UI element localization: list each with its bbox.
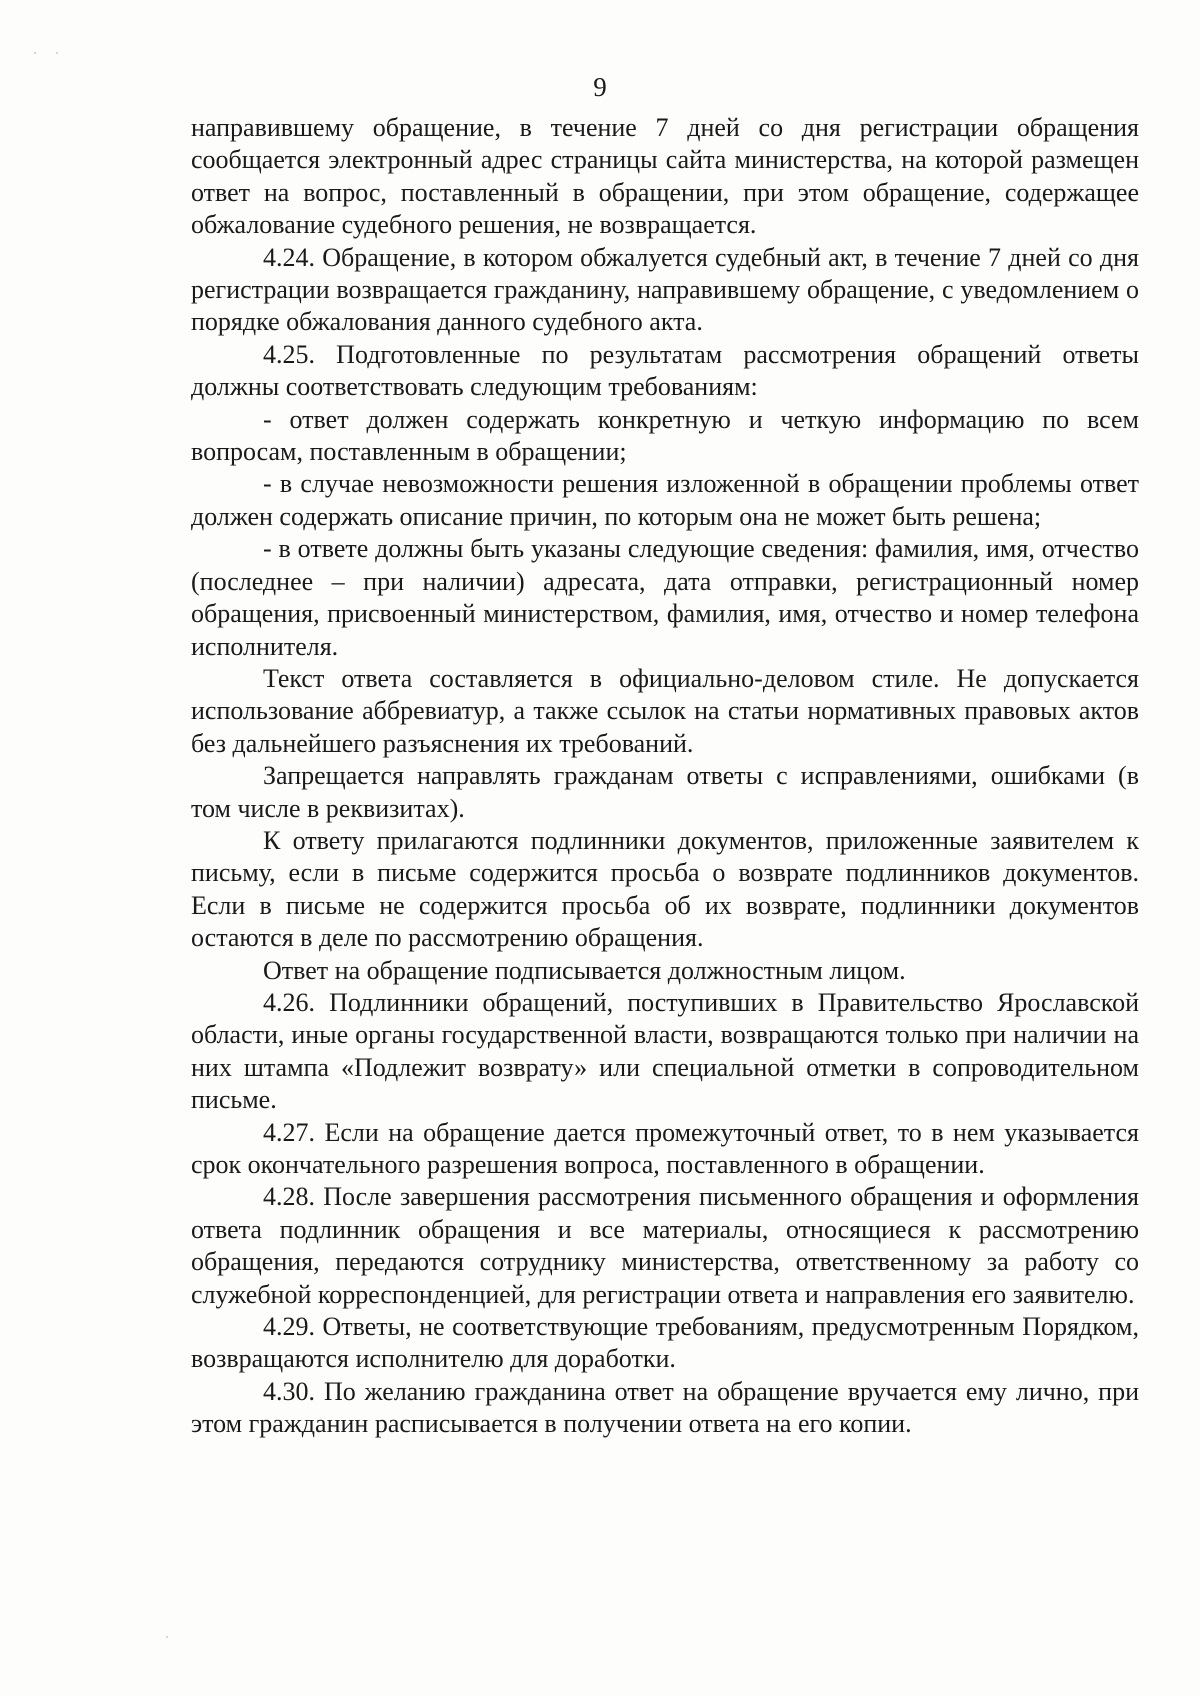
paragraph: 4.28. После завершения рассмотрения письменного обращения и оформления ответа подлинник обращения и все материалы, относящиеся к рассмотрению обращения, передаются сотруднику министерства, ответственному за работу со служебной корреспонденцией, для регистрации ответа и направления его заявителю. xyxy=(191,1182,1139,1309)
paragraph: - ответ должен содержать конкретную и четкую информацию по всем вопросам, поставленным в обращении; xyxy=(191,404,1139,467)
page-number: 9 xyxy=(593,72,607,102)
paragraph: Текст ответа составляется в официально-деловом стиле. Не допускается использование аббревиатур, а также ссылок на статьи нормативных правовых актов без дальнейшего разъяснения их требований. xyxy=(191,663,1139,758)
paragraph: 4.30. По желанию гражданина ответ на обращение вручается ему лично, при этом гражданин расписывается в получении ответа на его копии. xyxy=(191,1376,1139,1439)
document-body xyxy=(191,112,1139,1441)
paragraph: Ответ на обращение подписывается должностным лицом. xyxy=(263,955,906,985)
scan-speck xyxy=(166,1636,168,1638)
paragraph: 4.25. Подготовленные по результатам рассмотрения обращений ответы должны соответствовать следующим требованиям: xyxy=(191,339,1139,402)
paragraph: Запрещается направлять гражданам ответы с исправлениями, ошибками (в том числе в реквизитах). xyxy=(191,761,1139,823)
paragraph: - в случае невозможности решения изложенной в обращении проблемы ответ должен содержать описание причин, по которым она не может быть решена; xyxy=(191,469,1139,531)
paragraph: направившему обращение, в течение 7 дней со дня регистрации обращения сообщается электронный адрес страницы сайта министерства, на которой размещен ответ на вопрос, поставленный в обращении, при этом обращение, содержащее обжалование судебного решения, не возвращается. xyxy=(191,113,1139,240)
paragraph: 4.26. Подлинники обращений, поступивших в Правительство Ярославской области, иные органы государственной власти, возвращаются только при наличии на них штампа «Подлежит возврату» или специальной отметки в сопроводительном письме. xyxy=(191,987,1139,1115)
paragraph: К ответу прилагаются подлинники документов, приложенные заявителем к письму, если в письме содержится просьба о возврате подлинников документов. Если в письме не содержится просьба об их возврате, подлинники документов остаются в деле по рассмотрению обращения. xyxy=(191,825,1139,953)
scan-speck xyxy=(34,52,36,54)
paragraph: 4.27. Если на обращение дается промежуточный ответ, то в нем указывается срок окончательного разрешения вопроса, поставленного в обращении. xyxy=(191,1117,1139,1179)
paragraph: 4.29. Ответы, не соответствующие требованиям, предусмотренным Порядком, возвращаются исполнителю для доработки. xyxy=(191,1312,1139,1374)
paragraph: 4.24. Обращение, в котором обжалуется судебный акт, в течение 7 дней со дня регистрации возвращается гражданину, направившему обращение, с уведомлением о порядке обжалования данного судебного акта. xyxy=(191,242,1139,337)
paragraph: - в ответе должны быть указаны следующие сведения: фамилия, имя, отчество (последнее – при наличии) адресата, дата отправки, регистрационный номер обращения, присвоенный министерством, фамилия, имя, отчество и номер телефона исполнителя. xyxy=(191,534,1139,661)
scan-speck xyxy=(56,52,58,54)
